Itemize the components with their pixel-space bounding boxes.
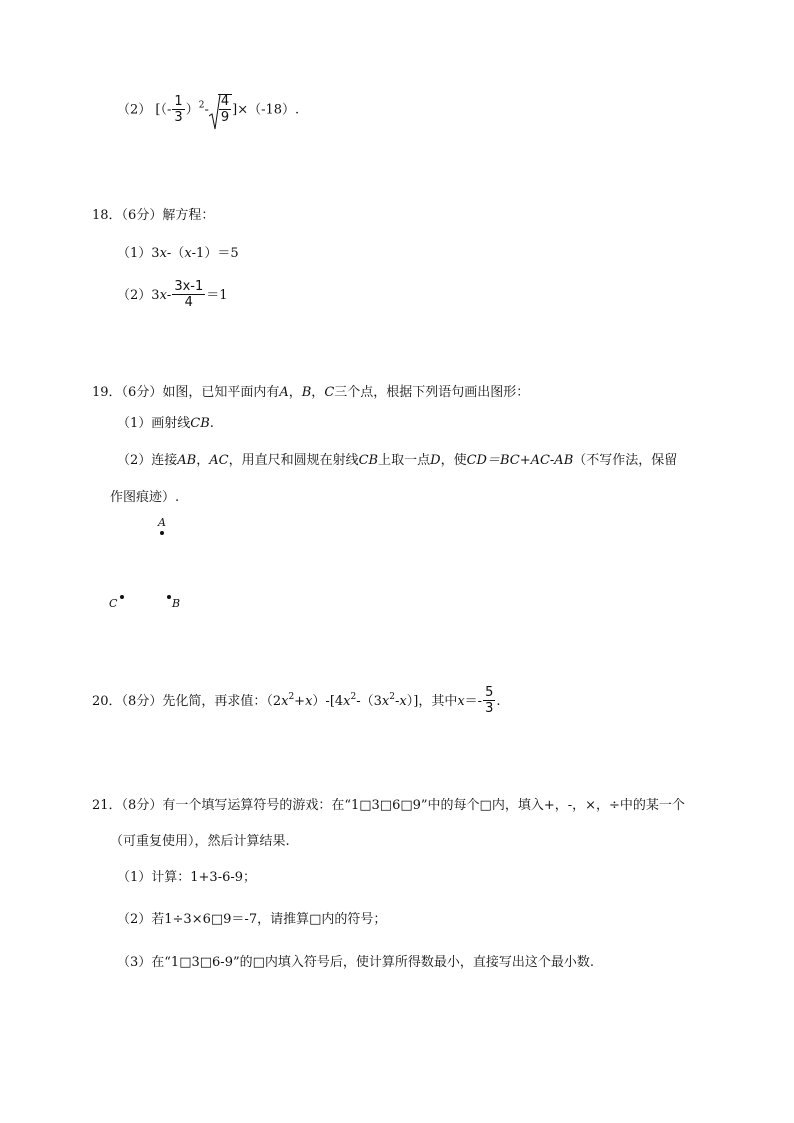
q19-point-b-ref: B — [301, 385, 312, 400]
q17-sqrt-denominator: 9 — [220, 110, 230, 125]
q17-paren-close: ） — [185, 102, 199, 118]
q19-p2-sep: ， — [196, 453, 210, 468]
q20-numerator: 5 — [485, 685, 494, 700]
q19-p1-end: . — [209, 416, 214, 431]
figure-label-c: C — [109, 597, 118, 610]
q18-p2-numerator: 3x-1 — [174, 279, 204, 294]
q20-exp1: 2 — [288, 692, 295, 702]
q20-d: -（3 — [356, 694, 382, 709]
figure-point-b — [167, 595, 171, 599]
q17-fraction — [172, 94, 184, 125]
q18-part2 — [117, 280, 228, 312]
q19-p2-ac: AC — [209, 453, 229, 468]
q19-point-a-ref: A — [279, 385, 289, 400]
q17-tail: ]×（-18）. — [232, 102, 300, 118]
q19-sep2: ， — [311, 385, 325, 400]
q19-header — [92, 383, 529, 403]
figure-label-b: B — [172, 597, 181, 610]
q20-g: ＝- — [464, 694, 483, 709]
q17-minus2: - — [204, 102, 209, 118]
q19-sep1: ， — [288, 385, 302, 400]
q19-p2-e: （不写作法，保留 — [573, 453, 678, 468]
q20-e: - — [395, 694, 400, 709]
q21-part1: （1）计算：1+3-6-9； — [117, 870, 257, 885]
q20-x3: x — [343, 694, 351, 709]
q19-header-b: 三个点，根据下列语句画出图形： — [334, 385, 530, 400]
q17-part2 — [117, 94, 299, 126]
q17-sqrt-numerator: 4 — [220, 94, 230, 109]
q18-p1-c: -1）＝5 — [191, 246, 239, 261]
q20-c: ）-[4 — [312, 694, 344, 709]
q20-exp3: 2 — [389, 692, 395, 702]
q18-p2-denominator: 4 — [184, 295, 193, 310]
q18-p1-x2: x — [184, 246, 192, 261]
q20-h: . — [496, 694, 501, 709]
q19-point-c-ref: C — [324, 385, 335, 400]
q17-bracket-open: [（ — [155, 102, 167, 118]
q18-p2-a: 3 — [151, 288, 160, 303]
q20-x1: x — [281, 694, 289, 709]
q18-part1 — [117, 244, 239, 264]
q17-sqrt-fraction — [219, 94, 231, 125]
q19-p2-c: 上取一点 — [378, 453, 431, 468]
q18-p2-label: （2） — [117, 288, 152, 303]
q21-header: 21．（8分）有一个填写运算符号的游戏：在“1□3□6□9”中的每个□内，填入+，-，×，÷中的某一个 — [92, 798, 685, 813]
q21-part2: （2）若1÷3×6□9＝-7，请推算□内的符号； — [117, 912, 387, 927]
q19-p2-dd: ，使 — [440, 453, 467, 468]
q20-a: 20．（8分）先化简，再求值：（2 — [92, 694, 282, 709]
q20-x6: x — [457, 694, 465, 709]
q20-fraction — [483, 685, 495, 716]
q20-b: + — [294, 694, 306, 709]
figure-label-a: A — [158, 516, 166, 529]
q19-p1-label: （1）画射线 — [117, 416, 191, 431]
q20-f: ）]，其中 — [406, 694, 458, 709]
q19-part1 — [117, 414, 214, 434]
q19-part2-continued: 作图痕迹）. — [110, 490, 180, 505]
q21-part3: （3）在“1□3□6-9”的□内填入符号后，使计算所得数最小，直接写出这个最小数. — [117, 955, 595, 970]
q20-denominator: 3 — [485, 701, 494, 716]
q20-x5: x — [399, 694, 407, 709]
q18-p2-c: ＝1 — [206, 288, 228, 303]
q20-line — [92, 686, 501, 718]
q18-p2-b: - — [166, 288, 172, 303]
q18-p1-x1: x — [159, 246, 167, 261]
q17-fraction-numerator: 1 — [174, 93, 183, 109]
q21-header-continued: （可重复使用），然后计算结果. — [110, 834, 290, 849]
figure-point-c — [120, 595, 124, 599]
q20-x2: x — [305, 694, 313, 709]
q19-p1-ray: CB — [190, 416, 210, 431]
q18-p1-a: 3 — [151, 246, 160, 261]
q18-p2-fraction — [172, 279, 205, 310]
q17-square-root — [209, 94, 232, 126]
q19-header-a: 19．（6分）如图，已知平面内有 — [92, 385, 280, 400]
q20-exp2: 2 — [350, 692, 357, 702]
q17-part2-label: （2） — [117, 102, 152, 118]
q19-p2-d: D — [430, 453, 441, 468]
q18-header: 18．（6分）解方程： — [92, 208, 215, 223]
q19-p2-equation: CD＝BC+AC-AB — [466, 453, 574, 468]
q17-exponent: 2 — [198, 100, 205, 111]
q20-x4: x — [381, 694, 390, 709]
q17-fraction-denominator: 3 — [174, 109, 183, 125]
q18-p1-b: -（ — [166, 246, 185, 261]
q19-p2-b: ，用直尺和圆规在射线 — [228, 453, 359, 468]
figure-point-a — [160, 531, 164, 535]
q17-radicand — [218, 94, 232, 126]
q18-p1-label: （1） — [117, 246, 152, 261]
q17-minus: - — [167, 102, 172, 118]
q19-part2 — [117, 451, 677, 471]
q19-p2-a: （2）连接 — [117, 453, 178, 468]
q19-p2-cb: CB — [358, 453, 379, 468]
q19-p2-ab: AB — [177, 453, 197, 468]
q18-p2-x1: x — [159, 288, 167, 303]
